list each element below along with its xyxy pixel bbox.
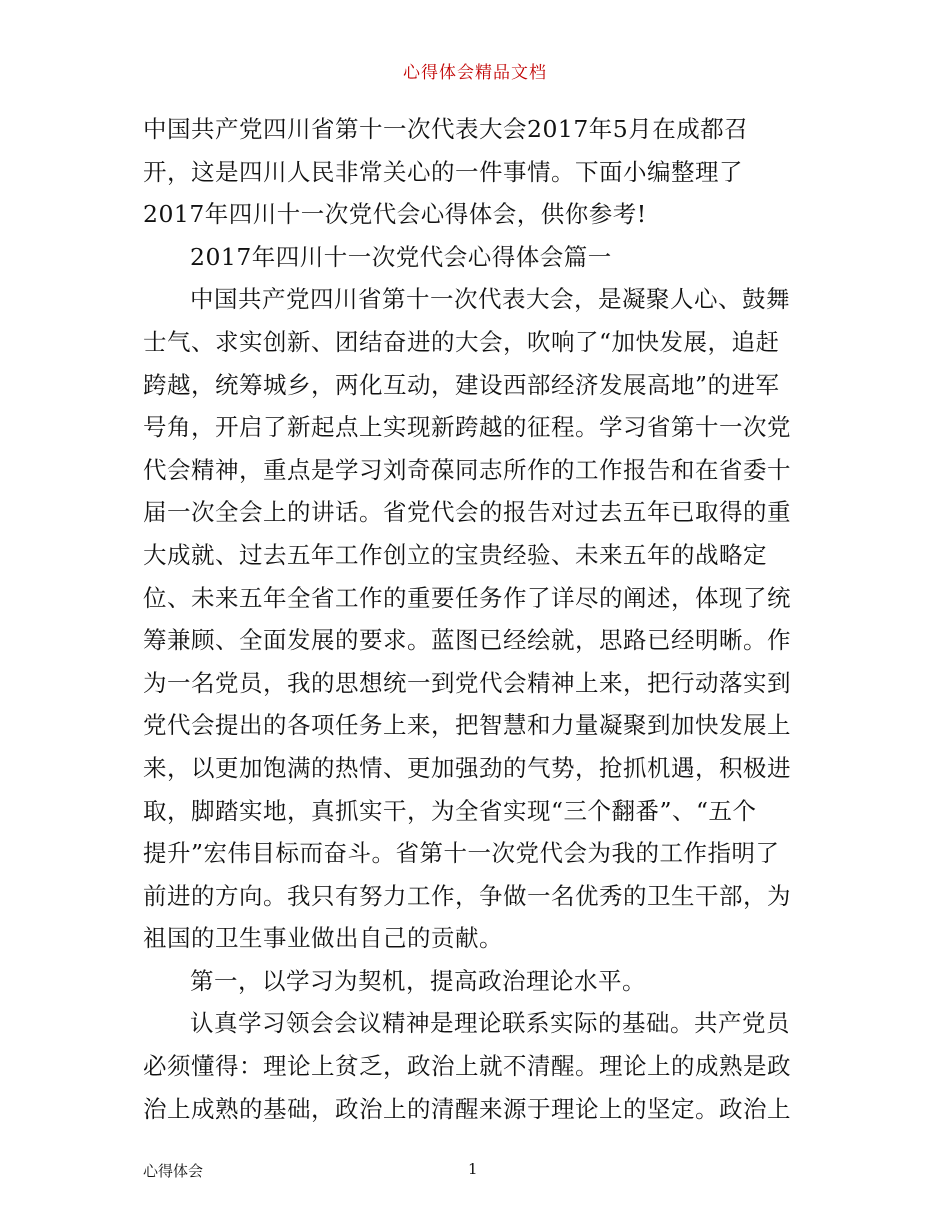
body-line: 号角，开启了新起点上实现新跨越的征程。学习省第十一次党 (143, 413, 791, 442)
body-line: 中国共产党四川省第十一次代表大会，是凝聚人心、鼓舞 (190, 285, 790, 314)
body-line: 党代会提出的各项任务上来，把智慧和力量凝聚到加快发展上 (143, 711, 791, 740)
body-line: 代会精神，重点是学习刘奇葆同志所作的工作报告和在省委十 (143, 455, 791, 484)
body-line: 必须懂得：理论上贫乏，政治上就不清醒。理论上的成熟是政 (143, 1052, 791, 1081)
body-line: 跨越，统筹城乡，两化互动，建设西部经济发展高地”的进军 (143, 370, 780, 399)
body-line: 中国共产党四川省第十一次代表大会2017年5月在成都召 (143, 115, 749, 143)
body-line: 位、未来五年全省工作的重要任务作了详尽的阐述，体现了统 (143, 583, 791, 612)
body-line: 认真学习领会会议精神是理论联系实际的基础。共产党员 (190, 1009, 790, 1038)
body-line: 为一名党员，我的思想统一到党代会精神上来，把行动落实到 (143, 668, 791, 697)
body-line: 届一次全会上的讲话。省党代会的报告对过去五年已取得的重 (143, 498, 791, 527)
body-line: 前进的方向。我只有努力工作，争做一名优秀的卫生干部，为 (143, 881, 791, 910)
body-line: 2017年四川十一次党代会心得体会，供你参考! (143, 200, 647, 229)
body-line: 筹兼顾、全面发展的要求。蓝图已经绘就，思路已经明晰。作 (143, 626, 791, 655)
page-number: 1 (468, 1160, 478, 1178)
document-header-title: 心得体会精品文档 (403, 63, 547, 83)
body-line: 来，以更加饱满的热情、更加强劲的气势，抢抓机遇，积极进 (143, 753, 791, 782)
body-line: 开，这是四川人民非常关心的一件事情。下面小编整理了 (143, 157, 743, 186)
body-line: 取，脚踏实地，真抓实干，为全省实现“三个翻番”、“五个 (143, 796, 757, 825)
section-heading: 2017年四川十一次党代会心得体会篇一 (190, 242, 612, 271)
body-line: 提升”宏伟目标而奋斗。省第十一次党代会为我的工作指明了 (143, 839, 780, 868)
body-line: 治上成熟的基础，政治上的清醒来源于理论上的坚定。政治上 (143, 1094, 791, 1123)
body-line: 大成就、过去五年工作创立的宝贵经验、未来五年的战略定 (143, 540, 767, 569)
body-line: 士气、求实创新、团结奋进的大会，吹响了“加快发展，追赶 (143, 327, 780, 356)
body-line: 祖国的卫生事业做出自己的贡献。 (143, 924, 503, 953)
document-body (143, 108, 811, 1130)
footer-label: 心得体会 (143, 1162, 204, 1180)
section-heading: 第一，以学习为契机，提高政治理论水平。 (190, 966, 646, 995)
